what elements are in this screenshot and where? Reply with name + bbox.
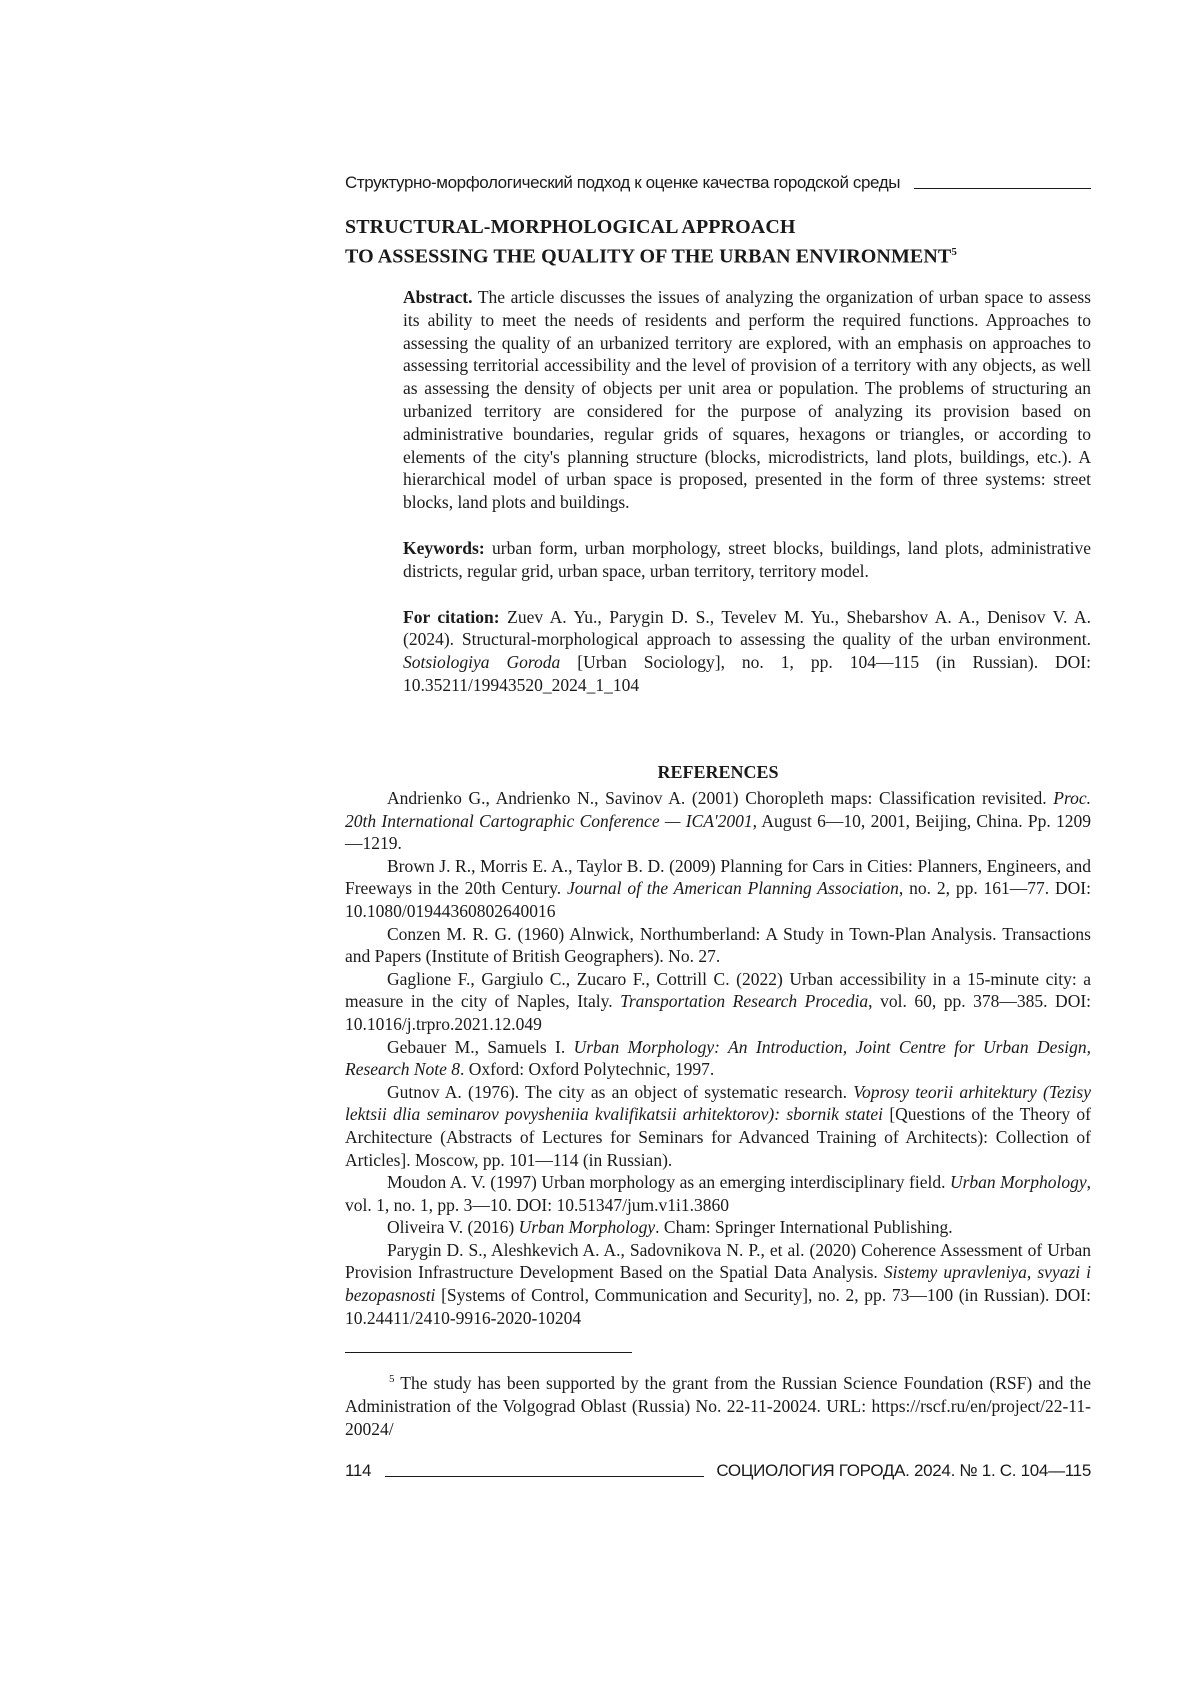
reference-item <box>345 787 1091 855</box>
citation-journal: Sotsiologiya Goroda <box>403 652 561 673</box>
footnote-text: The study has been supported by the grant from the Russian Science Foundation (RSF) and the Administration of the Volgograd Oblast (Russia) No. 22-11-20024. URL: https://rscf.ru/en/project/22-11-20024/ <box>345 1372 1092 1439</box>
reference-details: , vol. 1, no. 1, pp. 3—10. DOI: 10.51347/jum.v1i1.3860 <box>345 1172 1091 1215</box>
reference-text: Gutnov A. (1976). The city as an object of systematic research. <box>387 1081 847 1102</box>
footer-journal: СОЦИОЛОГИЯ ГОРОДА. 2024. № 1. С. 104—115 <box>716 1461 1091 1480</box>
keywords-label: Keywords: <box>403 537 485 558</box>
citation <box>403 606 1091 697</box>
citation-label: For citation: <box>403 606 500 627</box>
reference-text: Gebauer M., Samuels I. <box>387 1036 566 1057</box>
reference-source: Voprosy teorii arhitektury (Tezisy lektsii dlia seminarov povysheniia kvalifikatsii arhitektorov): sbornik statei <box>345 1081 1091 1125</box>
reference-source: Proc. 20th International Cartographic Conference — ICA'2001 <box>345 788 1092 831</box>
reference-text: Andrienko G., Andrienko N., Savinov A. (2001) Choropleth maps: Classification revisited. <box>387 788 1047 808</box>
reference-source: Journal of the American Planning Association <box>567 878 899 899</box>
reference-item <box>345 1081 1091 1171</box>
reference-details: , vol. 60, pp. 378—385. DOI: 10.1016/j.trpro.2021.12.049 <box>345 991 1092 1034</box>
reference-details: , August 6—10, 2001, Beijing, China. Pp. 1209—1219. <box>345 810 1092 854</box>
title-line-1: STRUCTURAL-MORPHOLOGICAL APPROACH <box>345 216 796 238</box>
abstract <box>403 286 1091 514</box>
footnote <box>345 1368 1091 1441</box>
reference-source: Urban Morphology <box>949 1172 1087 1193</box>
reference-item <box>345 1036 1091 1081</box>
running-head-text: Структурно-морфологический подход к оценке качества городской среды <box>345 173 901 192</box>
reference-details: [Questions of the Theory of Architecture (Abstracts of Lectures for Seminars for Advanced Training of Architects): Collection of Articles]. Moscow, pp. 101—114 (in Russian). <box>345 1104 1091 1170</box>
references-list <box>345 787 1091 1329</box>
reference-text: Conzen M. R. G. (1960) Alnwick, Northumberland: A Study in Town-Plan Analysis. Transactions and Papers (Institute of British Geographers). No. 27. <box>345 923 1091 967</box>
abstract-block <box>403 286 1091 720</box>
footer-rule <box>385 1476 704 1477</box>
citation-text-before: Zuev A. Yu., Parygin D. S., Tevelev M. Yu., Shebarshov A. A., Denisov V. A. (2024). Structural-morphological approach to assessing the quality of the urban environment. <box>403 606 1091 650</box>
running-head <box>345 173 1091 193</box>
reference-details: [Systems of Control, Communication and Security], no. 2, pp. 73—100 (in Russian). DOI: 10.24411/2410-9916-2020-10204 <box>345 1285 1091 1328</box>
reference-text: Parygin D. S., Aleshkevich A. A., Sadovnikova N. P., et al. (2020) Coherence Assessment of Urban Provision Infrastructure Development Based on the Spatial Data Analysis. <box>345 1239 1091 1283</box>
reference-text: Oliveira V. (2016) <box>387 1217 515 1238</box>
abstract-label: Abstract. <box>403 287 473 307</box>
title-line-2-text: TO ASSESSING THE QUALITY OF THE URBAN ENVIRONMENT <box>345 245 952 268</box>
reference-details: , no. 2, pp. 161—77. DOI: 10.1080/01944360802640016 <box>345 878 1091 921</box>
abstract-text: The article discusses the issues of analyzing the organization of urban space to assess its ability to meet the needs of residents and perform the required functions. Approaches to assessing the quality of an urbanized territory are explored, with an emphasis on approaches to assessing territorial accessibility and the level of provision of a territory with any objects, as well as assessing the density of objects per unit area or population. The problems of structuring an urbanized territory are considered for the purpose of analyzing its provision based on administrative boundaries, regular grids of squares, hexagons or triangles, or according to elements of the city's planning structure (blocks, microdistricts, land plots, buildings, etc.). A hierarchical model of urban space is proposed, presented in the form of three systems: street blocks, land plots and buildings. <box>403 287 1091 513</box>
title-line-2 <box>345 240 1091 270</box>
journal-page <box>345 0 1091 1698</box>
citation-text-after: [Urban Sociology], no. 1, pp. 104—115 (in Russian). DOI: 10.35211/19943520_2024_1_104 <box>403 652 1091 695</box>
reference-source: Urban Morphology: An Introduction, Joint Centre for Urban Design, Research Note 8 <box>345 1036 1091 1080</box>
reference-source: Transportation Research Procedia <box>620 991 869 1012</box>
reference-item <box>345 923 1091 968</box>
reference-text: Moudon A. V. (1997) Urban morphology as an emerging interdisciplinary field. <box>387 1172 946 1193</box>
reference-item <box>345 1171 1091 1216</box>
reference-item <box>345 968 1091 1036</box>
reference-source: Urban Morphology <box>518 1217 656 1238</box>
reference-source: Sistemy upravleniya, svyazi i bezopasnosti <box>345 1262 1092 1306</box>
keywords-text: urban form, urban morphology, street blocks, buildings, land plots, administrative districts, regular grid, urban space, urban territory, territory model. <box>403 537 1092 581</box>
page-footer <box>345 1461 1091 1481</box>
running-head-rule <box>914 188 1091 189</box>
keywords <box>403 537 1091 583</box>
reference-text: Gaglione F., Gargiulo C., Zucaro F., Cottrill C. (2022) Urban accessibility in a 15-minute city: a measure in the city of Naples, Italy. <box>345 968 1091 1012</box>
title-footnote-marker[interactable]: 5 <box>951 246 957 258</box>
reference-item <box>345 855 1091 923</box>
footnote-marker: 5 <box>389 1373 395 1385</box>
references-heading: REFERENCES <box>657 762 779 782</box>
reference-text: Brown J. R., Morris E. A., Taylor B. D. (2009) Planning for Cars in Cities: Planners, Engineers, and Freeways in the 20th Century. <box>345 855 1091 899</box>
reference-item <box>345 1239 1091 1329</box>
footnote-divider <box>345 1352 632 1353</box>
reference-details: . Cham: Springer International Publishing. <box>655 1217 953 1238</box>
article-title <box>345 215 1091 270</box>
reference-details: . Oxford: Oxford Polytechnic, 1997. <box>460 1059 715 1080</box>
reference-item <box>345 1216 1091 1239</box>
page-number: 114 <box>345 1461 372 1480</box>
